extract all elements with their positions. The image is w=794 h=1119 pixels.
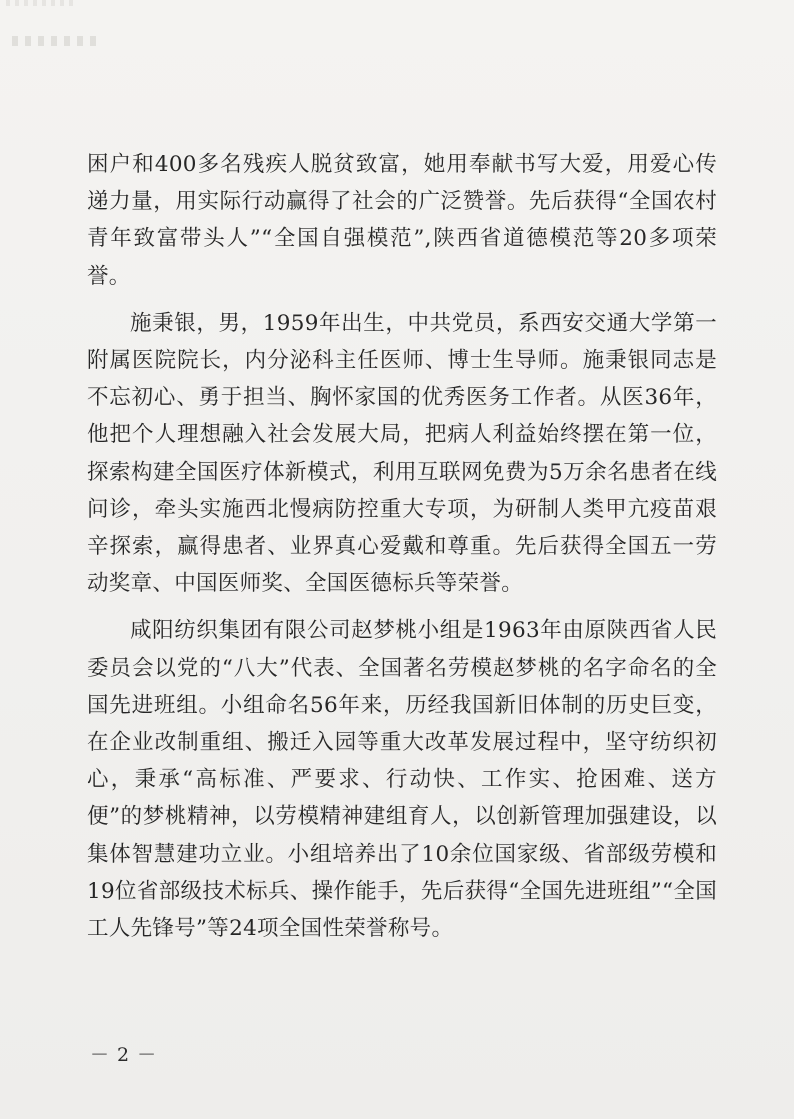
paragraph-zhao-mengtao-group: 咸阳纺织集团有限公司赵梦桃小组是1963年由原陕西省人民委员会以党的“八大”代表、全国著名劳模赵梦桃的名字命名的全国先进班组。小组命名56年来，历经我国新旧体制的历史巨变，在企业改制重组、搬迁入园等重大改革发展过程中，坚守纺织初心，秉承“高标准、严要求、行动快、工作实、抢困难、送方便”的梦桃精神，以劳模精神建组育人，以创新管理加强建设，以集体智慧建功立业。小组培养出了10余位国家级、省部级劳模和19位省部级技术标兵、操作能手，先后获得“全国先进班组”“全国工人先锋号”等24项全国性荣誉称号。 (87, 618, 717, 942)
page-number: － 2 － (90, 1044, 158, 1066)
paragraph-shi-bingyin: 施秉银，男，1959年出生，中共党员，系西安交通大学第一附属医院院长，内分泌科主任医师、博士生导师。施秉银同志是不忘初心、勇于担当、胸怀家国的优秀医务工作者。从医36年，他把个人理想融入社会发展大局，把病人利益始终摆在第一位，探索构建全国医疗体新模式，利用互联网免费为5万余名患者在线问诊，牵头实施西北慢病防控重大专项，为研制人类甲亢疫苗艰辛探索，赢得患者、业界真心爱戴和尊重。先后获得全国五一劳动奖章、中国医师奖、全国医德标兵等荣誉。 (87, 310, 717, 597)
scan-artifact (6, 0, 76, 6)
paragraph-continued: 困户和400多名残疾人脱贫致富，她用奉献书写大爱，用爱心传递力量，用实际行动赢得了社会的广泛赞誉。先后获得“全国农村青年致富带头人”“全国自强模范”,陕西省道德模范等20多项荣誉。 (87, 152, 717, 289)
body-text (87, 146, 717, 947)
scan-artifact (12, 36, 102, 46)
